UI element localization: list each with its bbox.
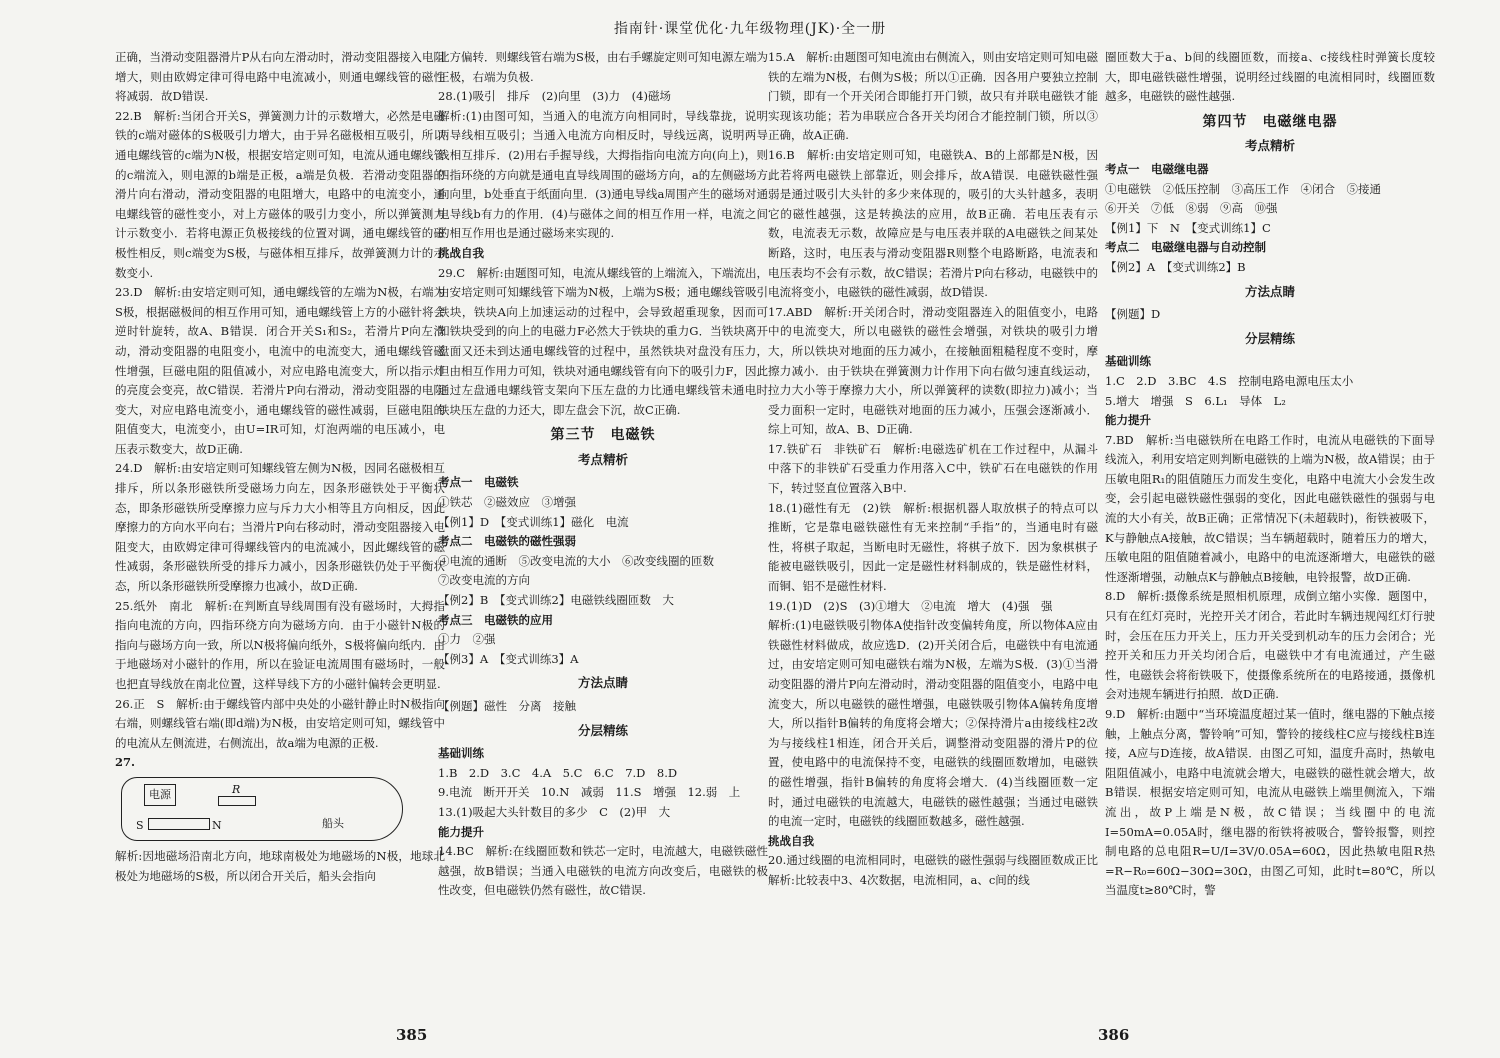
question-15: 15.A 解析:由题图可知电流由右侧流入，则由安培定则可知电磁铁的左端为N极，右侧为S极；所以①正确．因各用户要独立控制门锁，即有一个开关闭合即能打开门锁，故只有并联电磁铁才能实现该功能；若为串联应合各开关均闭合才能控制门锁，所以③正确，故A正确. [768, 50, 1098, 143]
point-heading: 考点一 电磁继电器 [1105, 161, 1209, 176]
section-title: 第三节 电磁铁 [550, 427, 656, 444]
boat-head-label: 船头 [322, 816, 344, 830]
subsection-title: 分层精练 [577, 722, 628, 738]
question-18: 18.(1)磁性有无 (2)铁 解析:根据机器人取放棋子的特点可以推断，它是靠电磁铁磁性有无来控制“手指”的，当通电时有磁性，将棋子取起，当断电时无磁性，将棋子放下．因为象棋棋子能被电磁铁吸引，因此一定是磁性材料制成的，铁是磁性材料，而铜、铝不是磁性材料. [768, 500, 1098, 594]
answer-line: 【例2】B 【变式训练2】电磁铁线圈匝数 大 [438, 593, 674, 608]
question-28-analysis: 解析:(1)由图可知，当通入的电流方向相同时，导线靠拢，说明两导线相互吸引；当通入电流方向相反时，导线远离，说明两导线相互排斥．(2)用右手握导线，大拇指指向电流方向(向上)，则四指环绕的方向就是通电直导线周围的磁场方向，a的左侧磁场方向向里，b处垂直于纸面向里．(3)通电导线a周围产生的磁场对通电导线b有力的作用．(4)与磁体之间的相互作用一样，电流之间的相互作用也是通过磁场来实现的. [438, 108, 768, 241]
challenge-heading: 挑战自我 [438, 245, 484, 260]
question-24: 24.D 解析:由安培定则可知螺线管左侧为N极，因同名磁极相互排斥，所以条形磁铁所受磁场力向左，因条形磁铁处于平衡状态，即条形磁铁所受摩擦力应与斥力大小相等且方向相反，因此摩擦力的方向水平向右；当滑片P向右移动时，滑动变阻器接入电阻变大，由欧姆定律可得螺线管内的电流减小，因此螺线管的磁性减弱，条形磁铁所受的排斥力减小，因条形磁铁仍处于平衡状态，所以条形磁铁所受摩擦力也减小，故D正确. [115, 461, 445, 594]
question-29: 29.C 解析:由题图可知，电流从螺线管的上端流入，下端流出，由安培定则可知螺线管下端为N极，上端为S极；通电螺线管吸引铁块，铁块A向上加速运动的过程中，会导致超重现象，因而可知铁块受到的向上的电磁力F必然大于铁块的重力G．当铁块离开盘面又还未到达通电螺线管的过程中，虽然铁块对盘没有压力，但由相互作用力可知，铁块对通电螺线管有向下的吸引力F，因此通过左盘通电螺线管支架向下压左盘的力比通电螺线管未通电时铁块压左盘的力还大，即左盘会下沉，故C正确. [438, 265, 768, 417]
page-number-right: 386 [1098, 1026, 1130, 1044]
answer-line: 13.(1)吸起大头针数目的多少 C (2)甲 大 [438, 804, 671, 819]
question-25: 25.纸外 南北 解析:在判断直导线周围有没有磁场时，大拇指指向电流的方向，四指环绕方向为磁场方向．由于小磁针N极的指向与磁场方向一致，所以N极将偏向纸外，S极将偏向纸内．由于地磁场对小磁针的作用，所以在验证电流周围有磁场时，一般也把直导线放在南北位置，这样导线下方的小磁针偏转会更明显. [115, 598, 445, 691]
subsection-title: 方法点睛 [1244, 283, 1295, 299]
paragraph: 圈匝数大于a、b间的线圈匝数，而接a、c接线柱时弹簧长度较大，即电磁铁磁性增强，说明经过线圈的电流相同时，线圈匝数越多，电磁铁的磁性越强. [1105, 50, 1435, 104]
question-27-figure-row [115, 753, 445, 841]
pole-n-label: N [212, 818, 222, 832]
question-20: 20.通过线圈的电流相同时，电磁铁的磁性强弱与线圈匝数成正比 解析:比较表中3、4次数据，电流相同，a、c间的线 [768, 853, 1110, 887]
boat-circuit-diagram [121, 777, 403, 841]
question-23: 23.D 解析:由安培定则可知，通电螺线管的左端为N极，右端为S极，根据磁极间的相互作用可知，通电螺线管上方的小磁针将会逆时针旋转，故A、B错误．闭合开关S₁和S₂，若滑片P向左滑动，滑动变阻器的电阻变小，电流中的电流变大，通电螺线管磁性增强，巨磁电阻的阻值减小，对应电路电流变大，所以指示灯的亮度会变亮，故C错误．若滑片P向右滑动，滑动变阻器的电阻变大，对应电路电流变小，通电螺线管的磁性减弱，巨磁电阻的阻值变大，电流变小，由U=IR可知，灯泡两端的电压减小，电压表示数变大，故D正确. [115, 285, 445, 456]
answer-line: 【例3】A 【变式训练3】A [438, 651, 579, 666]
paragraph: 正确，当滑动变阻器滑片P从右向左滑动时，滑动变阻器接入电阻增大，则由欧姆定律可得电路中电流减小，则通电螺线管的磁性将减弱．故D错误. [115, 50, 445, 104]
page-header: 指南针·课堂优化·九年级物理(JK)·全一册 [613, 21, 887, 37]
answer-line: 【例1】下 N 【变式训练1】C [1105, 220, 1271, 235]
column-4 [1105, 48, 1435, 1008]
point-heading: 考点一 电磁铁 [438, 475, 519, 490]
question-27-analysis: 解析:因地磁场沿南北方向，地球南极处为地磁场的N极，地球北极处为地磁场的S极，所以闭合开关后，船头会指向 [115, 848, 445, 883]
question-14: 14.BC 解析:在线圈匝数和铁芯一定时，电流越大，电磁铁磁性越强，故B错误；当通入电磁铁的电流方向改变后，电磁铁的极性改变，但电磁铁仍然有磁性，故C错误. [438, 844, 768, 898]
question-27-number: 27. [115, 755, 136, 770]
answer-line: ④电流的通断 ⑤改变电流的大小 ⑥改变线圈的匝数 [438, 553, 714, 568]
coil-symbol [148, 818, 210, 830]
subsection-title: 方法点睛 [577, 675, 628, 691]
answer-line: ⑦改变电流的方向 [438, 573, 530, 588]
answer-line: ①铁芯 ②磁效应 ③增强 [438, 495, 576, 510]
point-heading: 考点二 电磁继电器与自动控制 [1105, 240, 1266, 255]
answer-line: 【例1】D 【变式训练1】磁化 电流 [438, 514, 629, 529]
paragraph: 北方偏转．则螺线管右端为S极，由右手螺旋定则可知电源左端为正极，右端为负极. [438, 50, 768, 84]
subsection-title: 考点精析 [577, 451, 628, 467]
answer-line: 【例题】D [1105, 307, 1161, 322]
column-3 [768, 48, 1110, 1008]
question-22: 22.B 解析:当闭合开关S，弹簧测力计的示数增大，必然是电磁铁的c端对磁体的S极吸引力增大，由于异名磁极相互吸引，所以通电螺线管的c端为N极，根据安培定则可知，电流从通电螺线管的c端流入，则电源的b端是正极，a端是负极．若滑动变阻器的滑片向右滑动，滑动变阻器的电阻增大，电路中的电流变小，通电螺线管的磁性变小，对上方磁体的吸引力变小，所以弹簧测力计示数变小．若将电源正负极接线的位置对调，通电螺线管的磁极性相反，则c端变为S极，与磁体相互排斥，故弹簧测力计的示数变小. [115, 108, 445, 280]
subsection-title: 考点精析 [1244, 138, 1295, 154]
question-17: 17.ABD 解析:开关闭合时，滑动变阻器连入的阻值变小，电路中的电流变大，所以电磁铁的磁性会增强，对铁块的吸引力增大，所以铁块对地面的压力减小，在接触面粗糙程度不变时，摩擦力减小．由于铁块在弹簧测力计作用下向右做匀速直线运动，拉力大小等于摩擦力大小，所以弹簧秤的读数(即拉力)减小；当受力面积一定时，电磁铁对地面的压力减小，压强会逐渐减小．综上可知，故A、B、D正确. [768, 304, 1098, 437]
question-19: 19.(1)D (2)S (3)①增大 ②电流 增大 (4)强 强 [768, 598, 1053, 613]
power-source-label: 电源 [144, 784, 176, 806]
answer-line: ①电磁铁 ②低压控制 ③高压工作 ④闭合 ⑤接通 [1105, 181, 1381, 196]
answer-line: ①力 ②强 [438, 632, 496, 647]
resistor-label: R [232, 782, 241, 796]
challenge-heading: 挑战自我 [768, 833, 814, 848]
answer-line: 【例2】A 【变式训练2】B [1105, 259, 1246, 274]
page-number-left: 385 [396, 1026, 428, 1044]
practice-heading: 能力提升 [438, 824, 484, 839]
question-8: 8.D 解析:摄像系统是照相机原理，成倒立缩小实像．题图中，只有在红灯亮时，光控开关才闭合，若此时车辆违规闯红灯行驶时，会压在压力开关上，压力开关受到机动车的压力会闭合；光控开关和压力开关均闭合后，电磁铁中才有电流通过，产生磁性，电磁铁会将衔铁吸下，使摄像系统所在的电路接通，摄像机会对违规车辆进行拍照．故D正确. [1105, 589, 1435, 702]
point-heading: 考点二 电磁铁的磁性强弱 [438, 534, 576, 549]
answer-line: 【例题】磁性 分离 接触 [438, 699, 576, 713]
question-19-analysis: 解析:(1)电磁铁吸引物体A使指针改变偏转角度，所以物体A应由铁磁性材料做成，故应选D．(2)开关闭合后，电磁铁中有电流通过，由安培定则可知电磁铁右端为N极，左端为S极．(3)①当滑动变阻器的滑片P向左滑动时，滑动变阻器的阻值变小，电路中电流变大，所以电磁铁的磁性增强，电磁铁吸引物体A偏转角度增大，所以指针B偏转的角度将会增大；②保持滑片a由接线柱2改为与接线柱1相连，闭合开关后，调整滑动变阻器的滑片P的位置，使电路中的电流保持不变，电磁铁的线圈匝数增加，电磁铁的磁性增强，指针B偏转的角度将会增大．(4)当线圈匝数一定时，通过电磁铁的电流越大，电磁铁的磁性越强；当通过电磁铁的电流一定时，电磁铁的线圈匝数越多，磁性越强. [768, 618, 1098, 829]
question-9: 9.D 解析:由题中“当环境温度超过某一值时，继电器的下触点接触，上触点分离，警铃响”可知，警铃的接线柱C应与接线柱B连接，A应与D连接，故A错误．由图乙可知，温度升高时，热敏电阻阻值减小，电路中电流就会增大，电磁铁的磁性就会增大，故B错误．根据安培定则可知，电流从电磁铁上端里侧流入，下端流出，故P上端是N极，故C错误；当线圈中的电流I=50mA=0.05A时，继电器的衔铁将被吸合，警铃报警，则控制电路的总电阻R=U/I=3V/0.05A=60Ω，因此热敏电阻R热=R−R₀=60Ω−30Ω=30Ω，由图乙可知，此时t=80℃，所以当温度t≥80℃时，警 [1105, 707, 1435, 898]
subsection-title: 分层精练 [1244, 330, 1295, 346]
column-2 [438, 48, 768, 1008]
answer-line: 9.电流 断开开关 10.N 减弱 11.S 增强 12.弱 上 [438, 785, 741, 800]
resistor-symbol [218, 796, 256, 806]
practice-heading: 基础训练 [438, 746, 484, 761]
column-1 [115, 48, 445, 1008]
answer-line: ⑥开关 ⑦低 ⑧弱 ⑨高 ⑩强 [1105, 201, 1278, 216]
practice-heading: 基础训练 [1105, 354, 1151, 369]
question-16: 16.B 解析:由安培定则可知，电磁铁A、B的上部都是N极，因此若将两电磁铁上部靠近，则会排斥，故A错误．电磁铁磁性强弱是通过吸引大头针的多少来体现的，吸引的大头针越多，表明它的磁性越强，这是转换法的应用，故B正确．若电压表有示数，电流表无示数，故障应是与电压表并联的A电磁铁之间某处断路，这时，电压表与滑动变阻器R则整个电路断路，电流表和电压表均不会有示数，故C错误；若滑片P向右移动，电磁铁中的电流将变小，电磁铁的磁性减弱，故D错误. [768, 147, 1098, 300]
answer-line: 1.B 2.D 3.C 4.A 5.C 6.C 7.D 8.D [438, 765, 678, 780]
question-28: 28.(1)吸引 排斥 (2)向里 (3)力 (4)磁场 [438, 89, 671, 104]
answer-line: 5.增大 增强 S 6.L₁ 导体 L₂ [1105, 393, 1286, 408]
answer-line: 1.C 2.D 3.BC 4.S 控制电路电源电压太小 [1105, 373, 1354, 388]
practice-heading: 能力提升 [1105, 413, 1151, 428]
question-17b: 17.铁矿石 非铁矿石 解析:电磁选矿机在工作过程中，从漏斗中落下的非铁矿石受重力作用落入C中，铁矿石在电磁铁的作用下，转过竖直位置落入B中. [768, 441, 1098, 496]
section-title: 第四节 电磁继电器 [1202, 113, 1338, 130]
question-7: 7.BD 解析:当电磁铁所在电路工作时，电流从电磁铁的下面导线流入，利用安培定则判断电磁铁的上端为N极，故A错误；由于压敏电阻R₁的阻值随压力而发生变化，电路中电流大小会发生改变，会引起电磁铁磁性强弱的变化，因此电磁铁磁性的强弱与电流的大小有关，故B正确；正常情况下(未超载时)，衔铁被吸下，K与静触点A接触，故C错误；当车辆超载时，随着压力的增大，压敏电阻的阻值随着减小，电路中的电流逐渐增大，电磁铁的磁性逐渐增强，动触点K与静触点B接触，电铃报警，故D正确. [1105, 432, 1435, 584]
point-heading: 考点三 电磁铁的应用 [438, 612, 553, 627]
question-26: 26.正 S 解析:由于螺线管内部中央处的小磁针静止时N极指向右端，则螺线管右端(即d端)为N极，由安培定则可知，螺线管中的电流从左侧流进，右侧流出，故a端为电源的正极. [115, 696, 445, 750]
pole-s-label: S [136, 818, 144, 832]
